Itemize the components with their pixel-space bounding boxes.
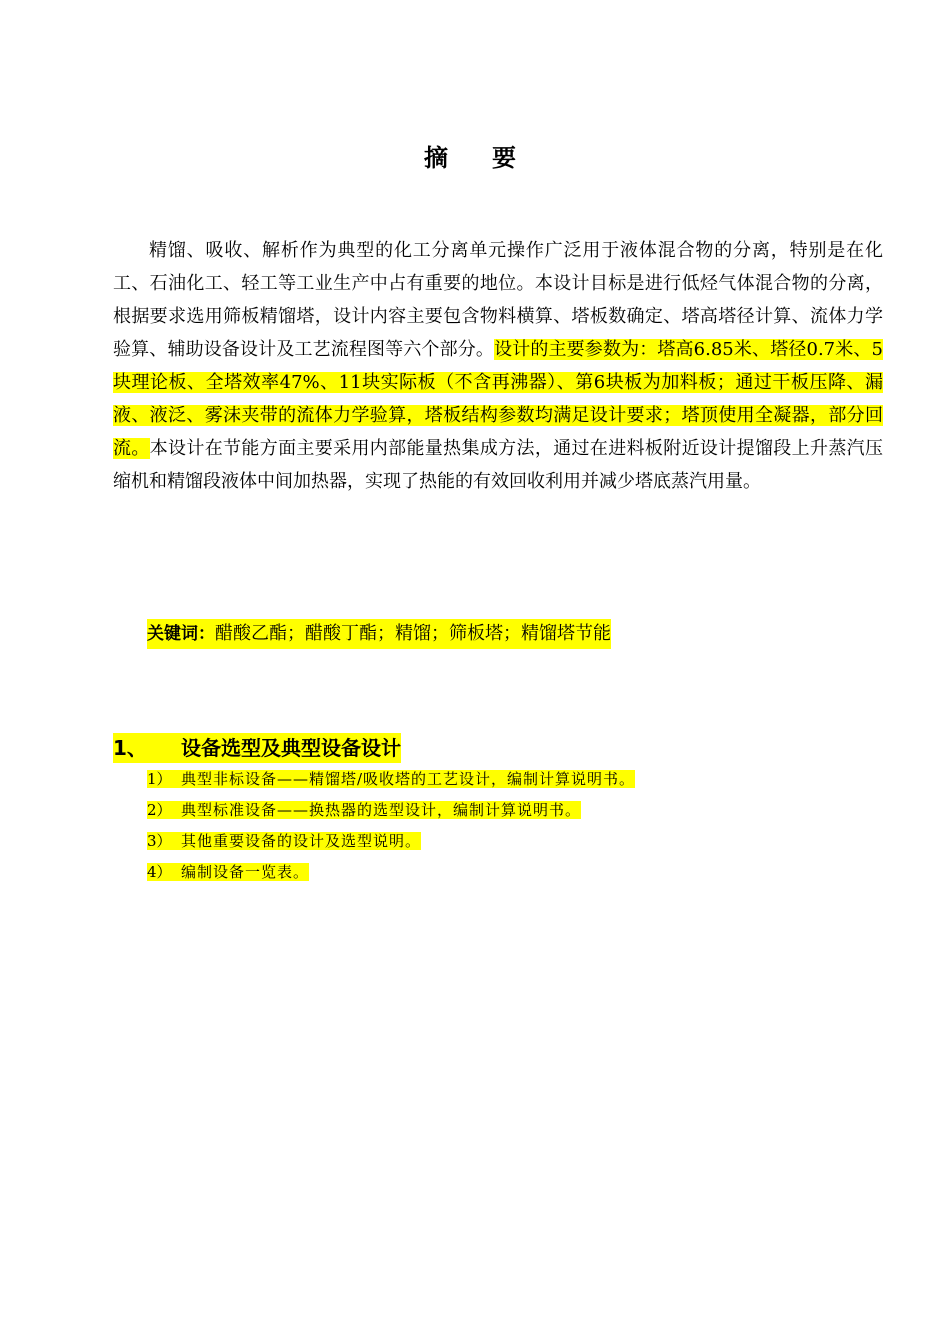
keywords-text: 醋酸乙酯；醋酸丁酯；精馏；筛板塔；精馏塔节能 [215, 623, 611, 644]
list-item [147, 826, 635, 857]
section-title: 设备选型及典型设备设计 [181, 736, 401, 760]
list-item-text: 典型标准设备——换热器的选型设计，编制计算说明书。 [181, 801, 582, 819]
page-title: 摘 要 [424, 144, 526, 172]
abstract-highlighted-parameters: 设计的主要参数为：塔高6.85米、塔径0.7米、5块理论板、全塔效率47%、11块实际板（不含再沸器）、第6块板为加料板；通过干板压降、漏液、液泛、雾沫夹带的流体力学验算，塔板结构参数均满足设计要求；塔顶使用全凝器，部分回流。 [113, 339, 884, 459]
keywords-line [147, 619, 611, 649]
abstract-part2: 本设计在节能方面主要采用内部能量热集成方法，通过在进料板附近设计提馏段上升蒸汽压缩机和精馏段液体中间加热器，实现了热能的有效回收利用并减少塔底蒸汽用量。 [113, 438, 884, 492]
list-item [147, 857, 635, 888]
list-item-text: 典型非标设备——精馏塔/吸收塔的工艺设计，编制计算说明书。 [181, 770, 636, 788]
section-heading [113, 733, 401, 763]
keywords-label: 关键词： [147, 624, 215, 644]
section-number: 1、 [113, 736, 147, 760]
list-item-text: 编制设备一览表。 [181, 863, 310, 881]
list-item-number: 4） [147, 863, 172, 881]
abstract-paragraph [113, 234, 883, 498]
list-item-text: 其他重要设备的设计及选型说明。 [181, 832, 422, 850]
list-item-number: 3） [147, 832, 172, 850]
abstract-text [113, 234, 883, 498]
list-item [147, 795, 635, 826]
list-item-number: 2） [147, 801, 172, 819]
abstract-part1: 精馏、吸收、解析作为典型的化工分离单元操作广泛用于液体混合物的分离，特别是在化工、石油化工、轻工等工业生产中占有重要的地位。本设计目标是进行低烃气体混合物的分离，根据要求选用筛板精馏塔，设计内容主要包含物料横算、塔板数确定、塔高塔径计算、流体力学验算、辅助设备设计及工艺流程图等六个部分。 [113, 240, 883, 360]
task-list [147, 764, 635, 888]
list-item-number: 1） [147, 770, 172, 788]
list-item [147, 764, 635, 795]
